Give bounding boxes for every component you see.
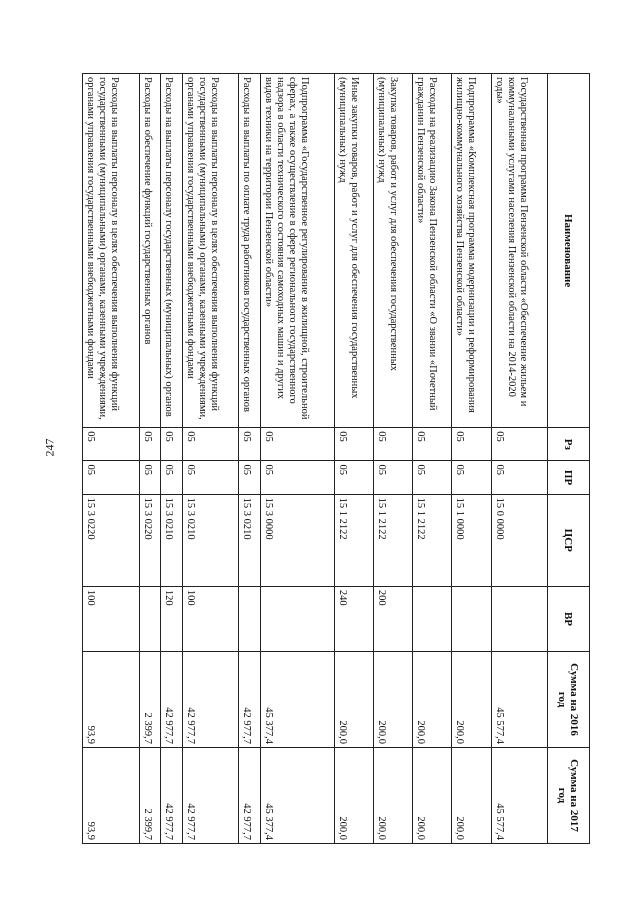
row-name: Расходы на реализацию Закона Пензенской области «О звании «Почетный гражданин Пензенской области» — [413, 74, 452, 428]
row-sum-2017: 200,0 — [374, 748, 413, 844]
row-vr — [239, 586, 261, 651]
row-name: Расходы на выплаты по оплате труда работников государственных органов — [239, 74, 261, 428]
row-vr — [139, 586, 161, 651]
header-vr: ВР — [548, 586, 590, 651]
row-vr: 100 — [83, 586, 140, 651]
row-csr: 15 1 2122 — [335, 494, 374, 586]
row-rz: 05 — [239, 428, 261, 461]
row-vr — [452, 586, 491, 651]
budget-table — [82, 73, 590, 844]
row-sum-2017: 42 977,7 — [161, 748, 183, 844]
row-pr: 05 — [83, 461, 140, 494]
row-vr: 240 — [335, 586, 374, 651]
row-rz: 05 — [83, 428, 140, 461]
row-name: Подпрограмма «Государственное регулирование в жилищной, строительной сферах, а также осуществление в сфере регионального государственного надзора в области технического состояния самоходных машин и других видов техники на территории Пензенской области» — [261, 74, 335, 428]
rotated-table-container — [82, 73, 590, 844]
header-sum-2016: Сумма на 2016 год — [548, 652, 590, 748]
row-sum-2017: 93,9 — [83, 748, 140, 844]
row-rz: 05 — [139, 428, 161, 461]
row-sum-2016: 42 977,7 — [161, 652, 183, 748]
row-pr: 05 — [139, 461, 161, 494]
row-pr: 05 — [413, 461, 452, 494]
row-rz: 05 — [261, 428, 335, 461]
row-sum-2016: 200,0 — [335, 652, 374, 748]
row-rz: 05 — [452, 428, 491, 461]
row-vr — [261, 586, 335, 651]
table-row — [83, 74, 140, 844]
table-row — [452, 74, 491, 844]
row-name: Иные закупки товаров, работ и услуг для обеспечения государственных (муниципальных) нужд — [335, 74, 374, 428]
row-csr: 15 1 2122 — [413, 494, 452, 586]
header-name: Наименование — [548, 74, 590, 428]
row-pr: 05 — [452, 461, 491, 494]
table-row — [335, 74, 374, 844]
row-sum-2016: 42 977,7 — [239, 652, 261, 748]
row-pr: 05 — [491, 461, 547, 494]
row-name: Закупка товаров, работ и услуг для обеспечения государственных (муниципальных) нужд — [374, 74, 413, 428]
row-sum-2017: 42 977,7 — [183, 748, 239, 844]
row-pr: 05 — [239, 461, 261, 494]
row-name: Государственная программа Пензенской области «Обеспечение жильем и коммунальными услугами населения Пензенской области на 2014-2020 годы» — [491, 74, 547, 428]
row-name: Расходы на выплаты персоналу в целях обеспечения выполнения функций государственными (муниципальными) органами, казенными учреждениями, органами управления государственными внебюджетными фондами — [183, 74, 239, 428]
row-sum-2016: 200,0 — [452, 652, 491, 748]
table-row — [374, 74, 413, 844]
row-pr: 05 — [161, 461, 183, 494]
row-sum-2017: 42 977,7 — [239, 748, 261, 844]
row-csr: 15 3 0210 — [239, 494, 261, 586]
row-vr: 120 — [161, 586, 183, 651]
row-csr: 15 3 0210 — [183, 494, 239, 586]
row-pr: 05 — [335, 461, 374, 494]
row-sum-2017: 45 577,4 — [491, 748, 547, 844]
row-rz: 05 — [183, 428, 239, 461]
row-rz: 05 — [335, 428, 374, 461]
row-vr: 200 — [374, 586, 413, 651]
table-row — [491, 74, 547, 844]
row-sum-2017: 200,0 — [335, 748, 374, 844]
row-sum-2016: 45 377,4 — [261, 652, 335, 748]
row-sum-2017: 200,0 — [452, 748, 491, 844]
row-rz: 05 — [374, 428, 413, 461]
row-sum-2017: 45 377,4 — [261, 748, 335, 844]
row-csr: 15 1 0000 — [452, 494, 491, 586]
table-row — [239, 74, 261, 844]
row-name: Расходы на выплаты персоналу государственных (муниципальных) органов — [161, 74, 183, 428]
row-sum-2016: 200,0 — [413, 652, 452, 748]
row-name: Расходы на выплаты персоналу в целях обеспечения выполнения функций государственными (муниципальными) органами, казенными учреждениями, органами управления государственными внебюджетными фондами — [83, 74, 140, 428]
row-vr — [491, 586, 547, 651]
row-name: Расходы на обеспечение функций государственных органов — [139, 74, 161, 428]
row-rz: 05 — [491, 428, 547, 461]
header-csr: ЦСР — [548, 494, 590, 586]
header-sum-2017: Сумма на 2017 год — [548, 748, 590, 844]
row-pr: 05 — [374, 461, 413, 494]
row-sum-2016: 93,9 — [83, 652, 140, 748]
row-csr: 15 1 2122 — [374, 494, 413, 586]
table-row — [183, 74, 239, 844]
row-vr: 100 — [183, 586, 239, 651]
row-rz: 05 — [161, 428, 183, 461]
row-sum-2017: 2 399,7 — [139, 748, 161, 844]
table-row — [139, 74, 161, 844]
table-row — [413, 74, 452, 844]
table-row — [261, 74, 335, 844]
table-header-row — [548, 74, 590, 844]
row-csr: 15 3 0220 — [83, 494, 140, 586]
row-csr: 15 3 0220 — [139, 494, 161, 586]
row-pr: 05 — [261, 461, 335, 494]
row-csr: 15 3 0210 — [161, 494, 183, 586]
row-sum-2016: 45 577,4 — [491, 652, 547, 748]
row-sum-2016: 2 399,7 — [139, 652, 161, 748]
row-sum-2016: 42 977,7 — [183, 652, 239, 748]
row-sum-2017: 200,0 — [413, 748, 452, 844]
header-pr: ПР — [548, 461, 590, 494]
row-vr — [413, 586, 452, 651]
row-sum-2016: 200,0 — [374, 652, 413, 748]
row-csr: 15 0 0000 — [491, 494, 547, 586]
table-row — [161, 74, 183, 844]
row-pr: 05 — [183, 461, 239, 494]
row-name: Подпрограмма «Комплексная программа модернизации и реформирования жилищно-коммунального хозяйства Пензенской области» — [452, 74, 491, 428]
row-rz: 05 — [413, 428, 452, 461]
page-number: 247 — [42, 438, 57, 457]
header-rz: Рз — [548, 428, 590, 461]
row-csr: 15 3 0000 — [261, 494, 335, 586]
